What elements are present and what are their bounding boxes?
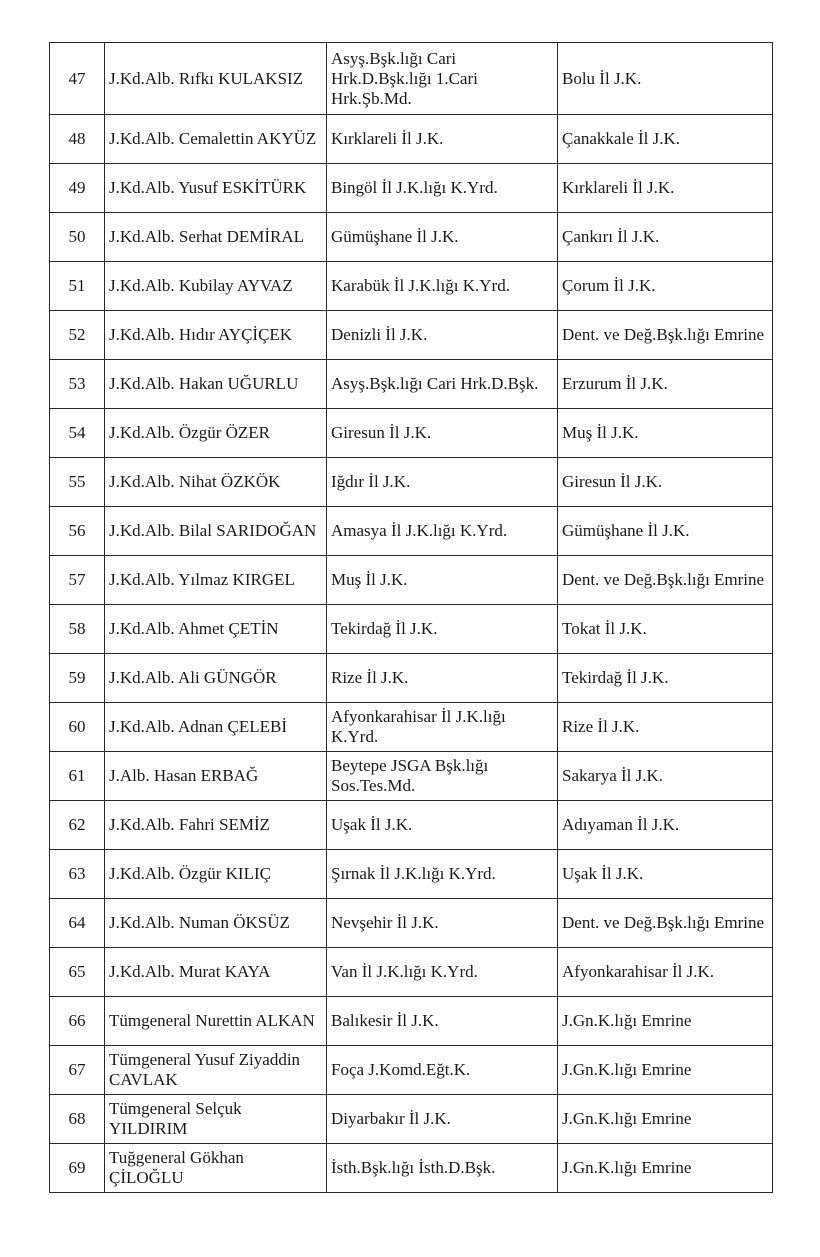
table-row [50,654,773,703]
table-row [50,556,773,605]
table-row [50,1046,773,1095]
person-name: J.Kd.Alb. Ali GÜNGÖR [105,654,327,703]
table-row [50,115,773,164]
person-name: Tümgeneral Yusuf Ziyaddin CAVLAK [105,1046,327,1095]
row-number: 47 [50,43,105,115]
table-row [50,752,773,801]
table-row [50,1144,773,1193]
new-post: Giresun İl J.K. [558,458,773,507]
new-post: Gümüşhane İl J.K. [558,507,773,556]
person-name: J.Kd.Alb. Yusuf ESKİTÜRK [105,164,327,213]
current-post: Asyş.Bşk.lığı Cari Hrk.D.Bşk. [327,360,558,409]
row-number: 53 [50,360,105,409]
row-number: 61 [50,752,105,801]
current-post: Diyarbakır İl J.K. [327,1095,558,1144]
row-number: 67 [50,1046,105,1095]
person-name: J.Kd.Alb. Fahri SEMİZ [105,801,327,850]
person-name: J.Kd.Alb. Nihat ÖZKÖK [105,458,327,507]
new-post: J.Gn.K.lığı Emrine [558,997,773,1046]
person-name: J.Kd.Alb. Özgür ÖZER [105,409,327,458]
current-post: Foça J.Komd.Eğt.K. [327,1046,558,1095]
new-post: Kırklareli İl J.K. [558,164,773,213]
new-post: Çorum İl J.K. [558,262,773,311]
current-post: İsth.Bşk.lığı İsth.D.Bşk. [327,1144,558,1193]
new-post: Çankırı İl J.K. [558,213,773,262]
new-post: Dent. ve Değ.Bşk.lığı Emrine [558,311,773,360]
person-name: Tümgeneral Selçuk YILDIRIM [105,1095,327,1144]
table-row [50,703,773,752]
person-name: J.Kd.Alb. Serhat DEMİRAL [105,213,327,262]
row-number: 57 [50,556,105,605]
current-post: Balıkesir İl J.K. [327,997,558,1046]
row-number: 58 [50,605,105,654]
new-post: J.Gn.K.lığı Emrine [558,1144,773,1193]
row-number: 52 [50,311,105,360]
new-post: Adıyaman İl J.K. [558,801,773,850]
row-number: 66 [50,997,105,1046]
new-post: Dent. ve Değ.Bşk.lığı Emrine [558,899,773,948]
current-post: Tekirdağ İl J.K. [327,605,558,654]
current-post: Bingöl İl J.K.lığı K.Yrd. [327,164,558,213]
table-row [50,262,773,311]
table-row [50,850,773,899]
new-post: Rize İl J.K. [558,703,773,752]
row-number: 68 [50,1095,105,1144]
current-post: Afyonkarahisar İl J.K.lığı K.Yrd. [327,703,558,752]
current-post: Nevşehir İl J.K. [327,899,558,948]
new-post: J.Gn.K.lığı Emrine [558,1095,773,1144]
table-row [50,507,773,556]
new-post: J.Gn.K.lığı Emrine [558,1046,773,1095]
person-name: J.Kd.Alb. Murat KAYA [105,948,327,997]
new-post: Uşak İl J.K. [558,850,773,899]
person-name: J.Kd.Alb. Kubilay AYVAZ [105,262,327,311]
current-post: Asyş.Bşk.lığı Cari Hrk.D.Bşk.lığı 1.Cari Hrk.Şb.Md. [327,43,558,115]
current-post: Muş İl J.K. [327,556,558,605]
new-post: Dent. ve Değ.Bşk.lığı Emrine [558,556,773,605]
appointments-table [49,42,773,1193]
current-post: Şırnak İl J.K.lığı K.Yrd. [327,850,558,899]
new-post: Tokat İl J.K. [558,605,773,654]
table-row [50,43,773,115]
current-post: Beytepe JSGA Bşk.lığı Sos.Tes.Md. [327,752,558,801]
current-post: Gümüşhane İl J.K. [327,213,558,262]
current-post: Kırklareli İl J.K. [327,115,558,164]
person-name: J.Kd.Alb. Ahmet ÇETİN [105,605,327,654]
new-post: Muş İl J.K. [558,409,773,458]
new-post: Erzurum İl J.K. [558,360,773,409]
row-number: 64 [50,899,105,948]
current-post: Rize İl J.K. [327,654,558,703]
person-name: J.Kd.Alb. Hıdır AYÇİÇEK [105,311,327,360]
row-number: 62 [50,801,105,850]
new-post: Tekirdağ İl J.K. [558,654,773,703]
person-name: J.Kd.Alb. Yılmaz KIRGEL [105,556,327,605]
person-name: Tuğgeneral Gökhan ÇİLOĞLU [105,1144,327,1193]
new-post: Bolu İl J.K. [558,43,773,115]
current-post: Amasya İl J.K.lığı K.Yrd. [327,507,558,556]
table-row [50,948,773,997]
current-post: Denizli İl J.K. [327,311,558,360]
person-name: J.Kd.Alb. Numan ÖKSÜZ [105,899,327,948]
current-post: Iğdır İl J.K. [327,458,558,507]
row-number: 69 [50,1144,105,1193]
person-name: J.Kd.Alb. Özgür KILIÇ [105,850,327,899]
person-name: J.Kd.Alb. Cemalettin AKYÜZ [105,115,327,164]
table-row [50,213,773,262]
table-row [50,899,773,948]
current-post: Giresun İl J.K. [327,409,558,458]
new-post: Afyonkarahisar İl J.K. [558,948,773,997]
person-name: J.Alb. Hasan ERBAĞ [105,752,327,801]
person-name: J.Kd.Alb. Bilal SARIDOĞAN [105,507,327,556]
table-row [50,360,773,409]
current-post: Van İl J.K.lığı K.Yrd. [327,948,558,997]
row-number: 56 [50,507,105,556]
table-row [50,1095,773,1144]
person-name: J.Kd.Alb. Adnan ÇELEBİ [105,703,327,752]
row-number: 48 [50,115,105,164]
current-post: Karabük İl J.K.lığı K.Yrd. [327,262,558,311]
person-name: J.Kd.Alb. Hakan UĞURLU [105,360,327,409]
table-row [50,997,773,1046]
row-number: 49 [50,164,105,213]
row-number: 63 [50,850,105,899]
table-row [50,458,773,507]
new-post: Çanakkale İl J.K. [558,115,773,164]
table-row [50,164,773,213]
table-row [50,605,773,654]
table-row [50,311,773,360]
current-post: Uşak İl J.K. [327,801,558,850]
table-row [50,409,773,458]
row-number: 65 [50,948,105,997]
person-name: Tümgeneral Nurettin ALKAN [105,997,327,1046]
new-post: Sakarya İl J.K. [558,752,773,801]
row-number: 59 [50,654,105,703]
row-number: 60 [50,703,105,752]
row-number: 51 [50,262,105,311]
row-number: 50 [50,213,105,262]
person-name: J.Kd.Alb. Rıfkı KULAKSIZ [105,43,327,115]
table-row [50,801,773,850]
row-number: 55 [50,458,105,507]
row-number: 54 [50,409,105,458]
